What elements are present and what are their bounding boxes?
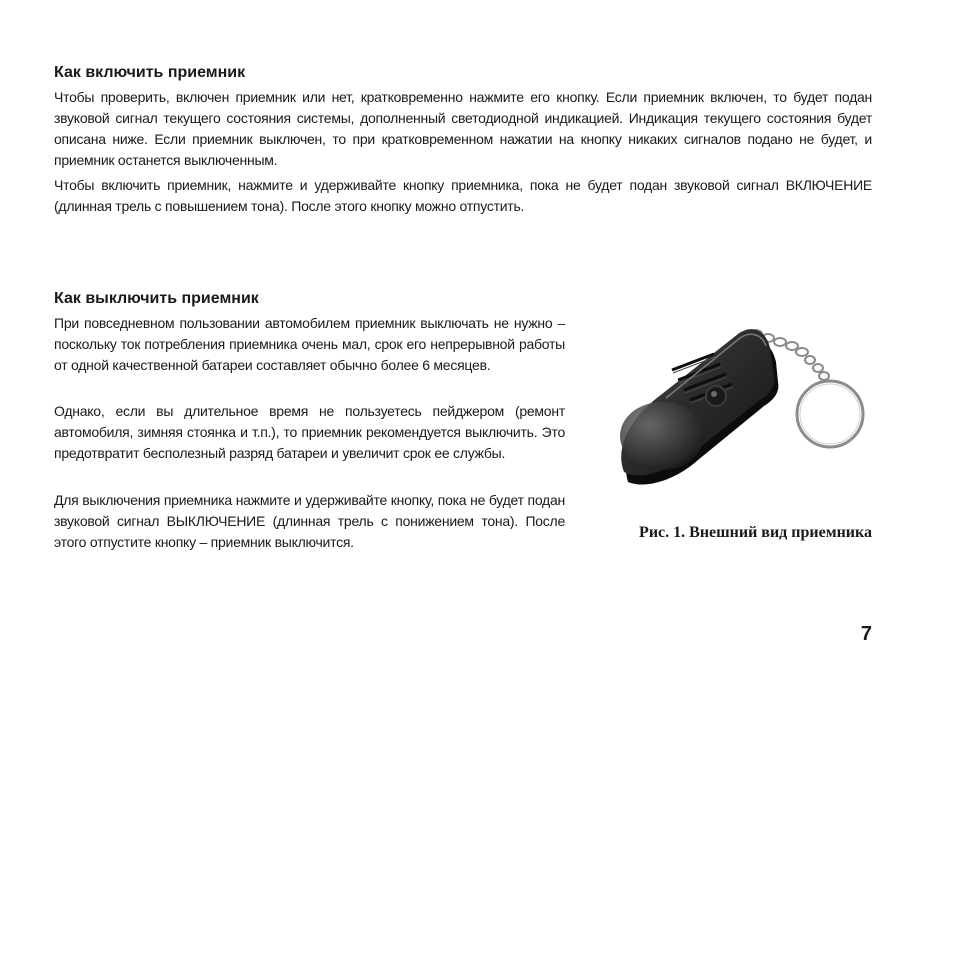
paragraph-turn-on-instructions: Чтобы включить приемник, нажмите и удерживайте кнопку приемника, пока не будет подан звуковой сигнал ВКЛЮЧЕНИЕ (длинная трель с повышением тона). После этого кнопку можно отпустить. bbox=[54, 177, 872, 214]
paragraph-turn-off-long-storage: Однако, если вы длительное время не пользуетесь пейджером (ремонт автомобиля, зимняя стоянка и т.п.), то приемник рекомендуется выключить. Это предотвратит бесполезный разряд батареи и увеличит срок ее службы. bbox=[54, 403, 565, 461]
figure-caption: Рис. 1. Внешний вид приемника bbox=[639, 524, 872, 541]
paragraph-turn-on-check: Чтобы проверить, включен приемник или нет, кратковременно нажмите его кнопку. Если приемник включен, то будет подан звуковой сигнал текущего состояния системы, дополненный светодиодной индикацией. Индикация текущего состояния будет описана ниже. Если приемник выключен, то при кратковременном нажатии на кнопку никаких сигналов подано не будет, и приемник останется выключенным. bbox=[54, 89, 872, 168]
section-heading-turn-on: Как включить приемник bbox=[54, 64, 246, 81]
section-heading-turn-off: Как выключить приемник bbox=[54, 290, 259, 307]
paragraph-turn-off-instructions: Для выключения приемника нажмите и удерживайте кнопку, пока не будет подан звуковой сигнал ВЫКЛЮЧЕНИЕ (длинная трель с понижением тона). После этого отпустите кнопку – приемник выключится. bbox=[54, 492, 565, 550]
page-number: 7 bbox=[860, 623, 872, 645]
paragraph-turn-off-daily-use: При повседневном пользовании автомобилем приемник выключать не нужно – поскольку ток потребления приемника очень мал, срок его непрерывной работы от одной качественной батареи составляет обычно более 6 месяцев. bbox=[54, 315, 565, 373]
keyfob-receiver-icon bbox=[606, 318, 872, 496]
